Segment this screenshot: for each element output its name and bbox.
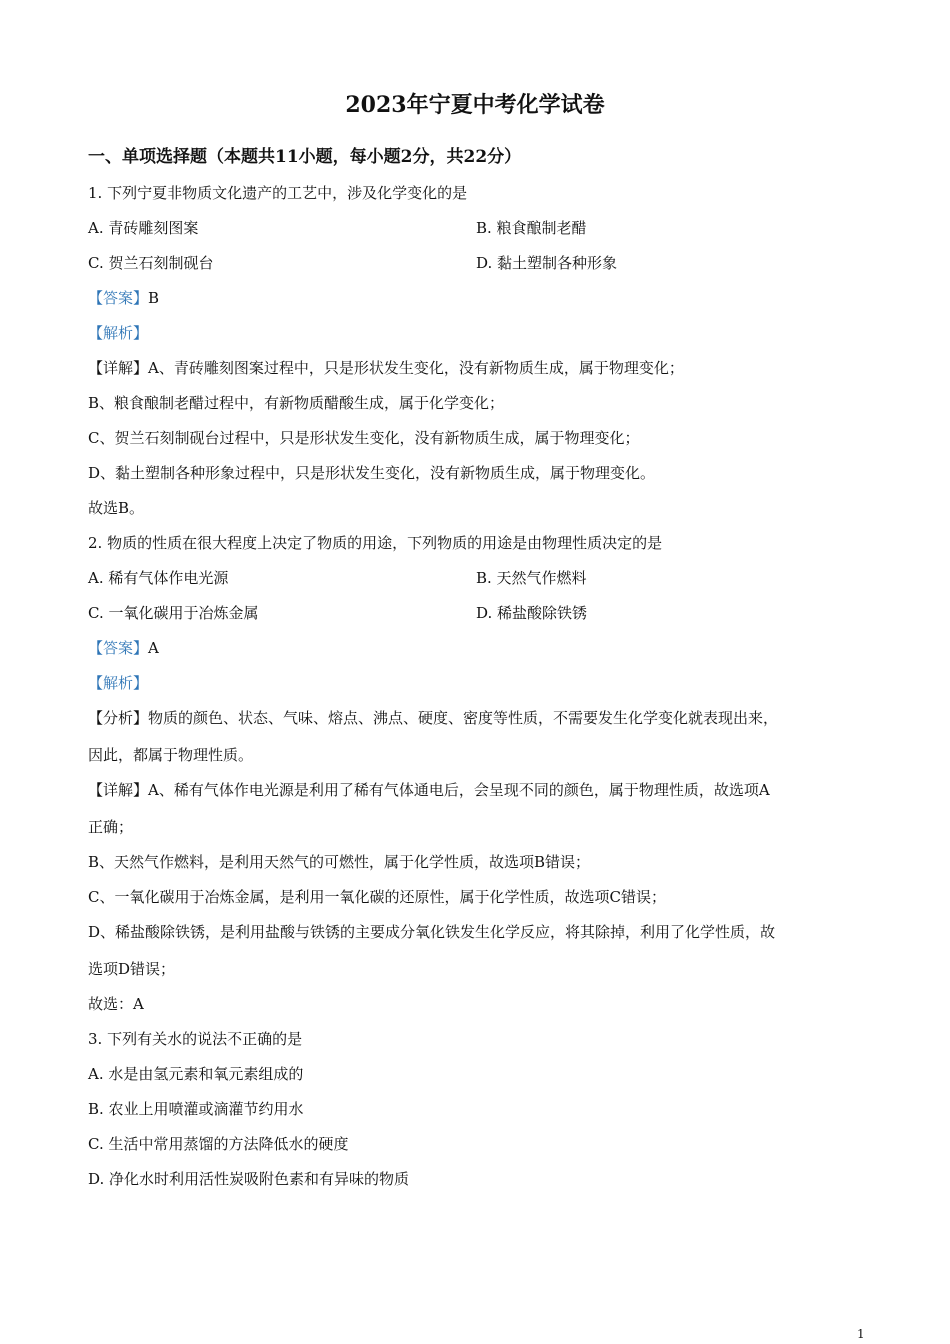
question-3-option-a: A. 水是由氢元素和氧元素组成的 [88,1065,304,1083]
question-2-option-b: B. 天然气作燃料 [476,569,587,587]
question-1-detail-line: 故选B。 [88,499,145,517]
question-3-option-c: C. 生活中常用蒸馏的方法降低水的硬度 [88,1135,349,1153]
section-heading: 一、单项选择题（本题共11小题，每小题2分，共22分） [88,147,522,167]
question-3-option-d: D. 净化水时利用活性炭吸附色素和有异味的物质 [88,1170,410,1188]
question-2-stem: 2. 物质的性质在很大程度上决定了物质的用途，下列物质的用途是由物理性质决定的是 [88,534,663,552]
question-2-option-d: D. 稀盐酸除铁锈 [476,604,588,622]
question-1-detail-line: 【详解】A、青砖雕刻图案过程中，只是形状发生变化，没有新物质生成，属于物理变化； [88,359,684,377]
question-1-option-a: A. 青砖雕刻图案 [88,219,199,237]
question-2-option-c: C. 一氧化碳用于冶炼金属 [88,604,259,622]
question-2-answer [88,637,159,659]
answer-tag: 【答案】 [88,639,149,657]
question-1-answer [88,287,159,309]
answer-tag: 【答案】 [88,289,149,307]
question-2-detail-line: 故选：A [88,995,144,1013]
question-2-analysis-tag: 【解析】 [88,674,149,692]
question-1-detail-line: B、粮食酿制老醋过程中，有新物质醋酸生成，属于化学变化； [88,394,505,412]
question-3-stem: 3. 下列有关水的说法不正确的是 [88,1030,303,1048]
question-2-detail-line: 正确； [88,818,134,836]
question-2-detail-line: 选项D错误； [88,960,176,978]
question-2-option-a: A. 稀有气体作电光源 [88,569,229,587]
question-1-option-c: C. 贺兰石刻制砚台 [88,254,214,272]
question-2-detail-line: C、一氧化碳用于冶炼金属，是利用一氧化碳的还原性，属于化学性质，故选项C错误； [88,888,666,906]
question-1-option-b: B. 粮食酿制老醋 [476,219,587,237]
question-2-detail-line: D、稀盐酸除铁锈，是利用盐酸与铁锈的主要成分氧化铁发生化学反应，将其除掉，利用了化学性质，故 [88,923,776,941]
page-number: 1 [857,1327,865,1341]
answer-value: B [148,289,160,307]
question-2-detail-line: 【分析】物质的颜色、状态、气味、熔点、沸点、硬度、密度等性质，不需要发生化学变化就表现出来， [88,709,779,727]
question-3-option-b: B. 农业上用喷灌或滴灌节约用水 [88,1100,304,1118]
answer-value: A [148,639,159,657]
question-2-detail-line: 【详解】A、稀有气体作电光源是利用了稀有气体通电后，会呈现不同的颜色，属于物理性质，故选项A [88,781,770,799]
question-1-analysis-tag: 【解析】 [88,324,149,342]
question-2-detail-line: 因此，都属于物理性质。 [88,746,254,764]
page-title: 2023年宁夏中考化学试卷 [345,92,605,118]
question-1-detail-line: D、黏土塑制各种形象过程中，只是形状发生变化，没有新物质生成，属于物理变化。 [88,464,656,482]
question-2-detail-line: B、天然气作燃料，是利用天然气的可燃性，属于化学性质，故选项B错误； [88,853,591,871]
question-1-stem: 1. 下列宁夏非物质文化遗产的工艺中，涉及化学变化的是 [88,184,468,202]
question-1-option-d: D. 黏土塑制各种形象 [476,254,618,272]
question-1-detail-line: C、贺兰石刻制砚台过程中，只是形状发生变化，没有新物质生成，属于物理变化； [88,429,640,447]
